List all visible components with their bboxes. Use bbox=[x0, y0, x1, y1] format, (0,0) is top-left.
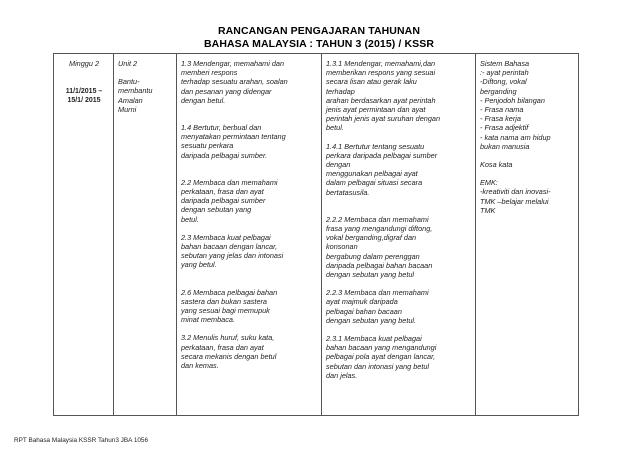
lesson-plan-table bbox=[53, 53, 579, 416]
notes-block: Sistem Bahasa :- ayat perintah -Diftong, vokal berganding - Penjodoh bilangan - Frasa nama - Frasa kerja - Frasa adjektif - kata nama am hidup bukan manusia bbox=[480, 59, 551, 151]
content-standard-block: 1.4 Bertutur, berbual dan menyatakan permintaan tentang sesuatu perkara daripada pelbagai sumber. bbox=[181, 123, 286, 160]
learning-standard-cell bbox=[322, 54, 476, 416]
unit-topic: Bantu- membantu Amalan Murni bbox=[118, 77, 153, 114]
notes-cell bbox=[476, 54, 579, 416]
learning-standard-block: 1.4.1 Bertutur tentang sesuatu perkara daripada pelbagai sumber dengan menggunakan pelbagai ayat dalam pelbagai situasi secara bertatasusila. bbox=[326, 141, 438, 197]
unit-label: Unit 2 bbox=[118, 59, 138, 68]
notes-block: Kosa kata bbox=[480, 160, 513, 170]
content-standard-block: 3.2 Menulis huruf, suku kata, perkataan, frasa dan ayat secara mekanis dengan betul dan kemas. bbox=[181, 333, 277, 371]
table-row bbox=[54, 54, 579, 416]
content-standard-block: 2.2 Membaca dan memahami perkataan, frasa dan ayat daripada pelbagai sumber dengan sebutan yang betul. bbox=[181, 177, 278, 224]
notes-block: EMK: -kreativiti dan inovasi- TMK –belajar melalui TMK bbox=[480, 178, 551, 215]
learning-standard-block: 2.3.1 Membaca kuat pelbagai bahan bacaan yang mengandungi pelbagai pola ayat dengan lancar, sebutan dan intonasi yang betul dan jelas. bbox=[326, 334, 437, 380]
week-dates: 11/1/2015 – 15/1/ 2015 bbox=[65, 88, 103, 105]
page-title: RANCANGAN PENGAJARAN TAHUNAN bbox=[217, 25, 421, 37]
unit-cell bbox=[114, 54, 177, 416]
learning-standard-block: 2.2.2 Membaca dan memahami frasa yang mengandungi diftong, vokal berganding,digraf dan konsonan bergabung dalam perenggan daripada pelbagai bahan bacaan dengan sebutan yang betul bbox=[326, 214, 433, 280]
content-standard-block: 1.3 Mendengar, memahami dan memberi respons terhadap sesuatu arahan, soalan dan pesanan yang didengar dengan betul. bbox=[181, 59, 288, 105]
content-standard-cell bbox=[177, 54, 322, 416]
week-cell bbox=[54, 54, 114, 416]
week-label: Minggu 2 bbox=[68, 59, 100, 68]
page-footer: RPT Bahasa Malaysia KSSR Tahun3 JBA 1056 bbox=[14, 437, 149, 444]
content-standard-block: 2.3 Membaca kuat pelbagai bahan bacaan dengan lancar, sebutan yang jelas dan intonasi yang betul. bbox=[181, 232, 284, 270]
page-subtitle: BAHASA MALAYSIA : TAHUN 3 (2015) / KSSR bbox=[203, 38, 435, 50]
learning-standard-block: 1.3.1 Mendengar, memahami,dan memberikan respons yang sesuai secara lisan atau gerak laku terhadap arahan berdasarkan ayat perintah jenis ayat permintaan dan ayat perintah jenis ayat suruhan dengan betul. bbox=[326, 59, 440, 133]
learning-standard-block: 2.2.3 Membaca dan memahami ayat majmuk daripada pelbagai bahan bacaan dengan sebutan yang betul. bbox=[326, 288, 429, 325]
content-standard-block: 2.6 Membaca pelbagai bahan sastera dan bukan sastera yang sesuai bagi memupuk minat membaca. bbox=[181, 287, 278, 325]
